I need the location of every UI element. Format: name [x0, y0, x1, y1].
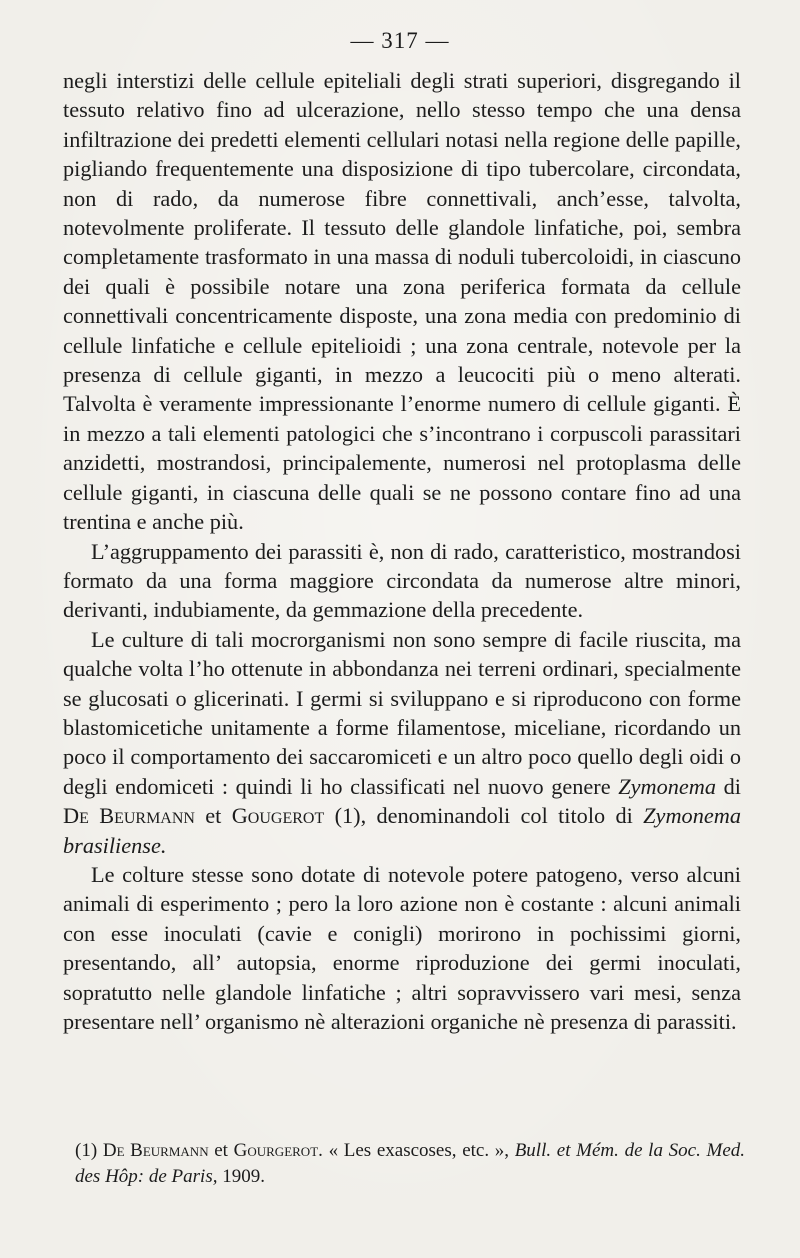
text-run: et — [208, 1140, 234, 1161]
text-run: . « Les exascoses, etc. », — [318, 1140, 515, 1161]
small-caps-text: De Beurmann — [63, 803, 195, 829]
italic-text: Bull. et Mém. de la Soc. Med. des Hôp: de Paris, — [75, 1140, 745, 1187]
small-caps-text: Gourgerot — [233, 1140, 319, 1161]
small-caps-text: De Beurmann — [102, 1140, 209, 1161]
footnote — [75, 1138, 745, 1190]
text-run: (1), denominandoli col titolo di — [324, 803, 644, 829]
italic-text: Zymonema brasiliense. — [63, 803, 741, 858]
text-run: 1909. — [217, 1166, 265, 1187]
paragraph — [63, 625, 741, 860]
text-run: L’aggruppamento dei parassiti è, non di rado, caratteristico, mostrandosi formato da una forma maggiore circondata da numerose altre minori, derivanti, indubiamente, da gemmazione della precedente. — [63, 538, 741, 623]
paragraph — [63, 860, 741, 1036]
paragraph — [63, 537, 741, 625]
italic-text: Zymonema — [618, 773, 717, 799]
page-number: — 317 — — [350, 28, 450, 53]
text-run: et — [194, 803, 232, 829]
body-text — [63, 66, 741, 1036]
text-run: Le culture di tali mocrorganismi non sono sempre di facile riuscita, ma qualche volta l’ho ottenute in abbondanza nei terreni ordinari, specialmente se glucosati o glicerinati. I germi si sviluppano e si riproducono con forme blastomicetiche unitamente a forme filamentose, miceliane, ricordando un poco il comportamento dei saccaromiceti e un altro poco quello degli oidi o degli endomiceti : quindi li ho classificati nel nuovo genere — [63, 626, 741, 799]
text-run: negli interstizi delle cellule epiteliali degli strati superiori, disgregando il tessuto relativo fino ad ulcerazione, nello stesso tempo che una densa infiltrazione dei predetti elementi cellulari notasi nella regione delle papille, pigliando frequentemente una disposizione di tipo tubercolare, circondata, non di rado, da numerose fibre connettivali, anch’esse, talvolta, notevolmente proliferate. Il tessuto delle glandole linfatiche, poi, sembra completamente trasformato in una massa di noduli tubercoloidi, in ciascuno dei quali è possibile notare una zona periferica formata da cellule connettivali concentricamente disposte, una zona media con predominio di cellule linfatiche e cellule epitelioidi ; una zona centrale, notevole per la presenza di cellule giganti, in mezzo a leucociti più o meno alterati. Talvolta è veramente impressionante l’enorme numero di cellule giganti. È in mezzo a tali elementi patologici che s’incontrano i corpuscoli parassitari anzidetti, mostrandosi, principalemente, numerosi nel protoplasma delle cellule giganti, in ciascuna delle quali se ne possono contare fino ad una trentina e anche più. — [63, 68, 741, 535]
small-caps-text: Gougerot — [231, 803, 325, 829]
text-run: Le colture stesse sono dotate di notevole potere patogeno, verso alcuni animali di esperimento ; pero la loro azione non è costante : alcuni animali con esse inoculati (cavie e conigli) morirono in pochissimi giorni, presentando, all’ autopsia, enorme riproduzione dei germi inoculati, sopratutto nelle glandole linfatiche ; altri sopravvissero vari mesi, senza presentare nell’ organismo nè alterazioni organiche nè presenza di parassiti. — [63, 861, 741, 1034]
text-run: di — [716, 773, 742, 799]
text-run: (1) — [75, 1140, 103, 1161]
paragraph — [63, 66, 741, 537]
